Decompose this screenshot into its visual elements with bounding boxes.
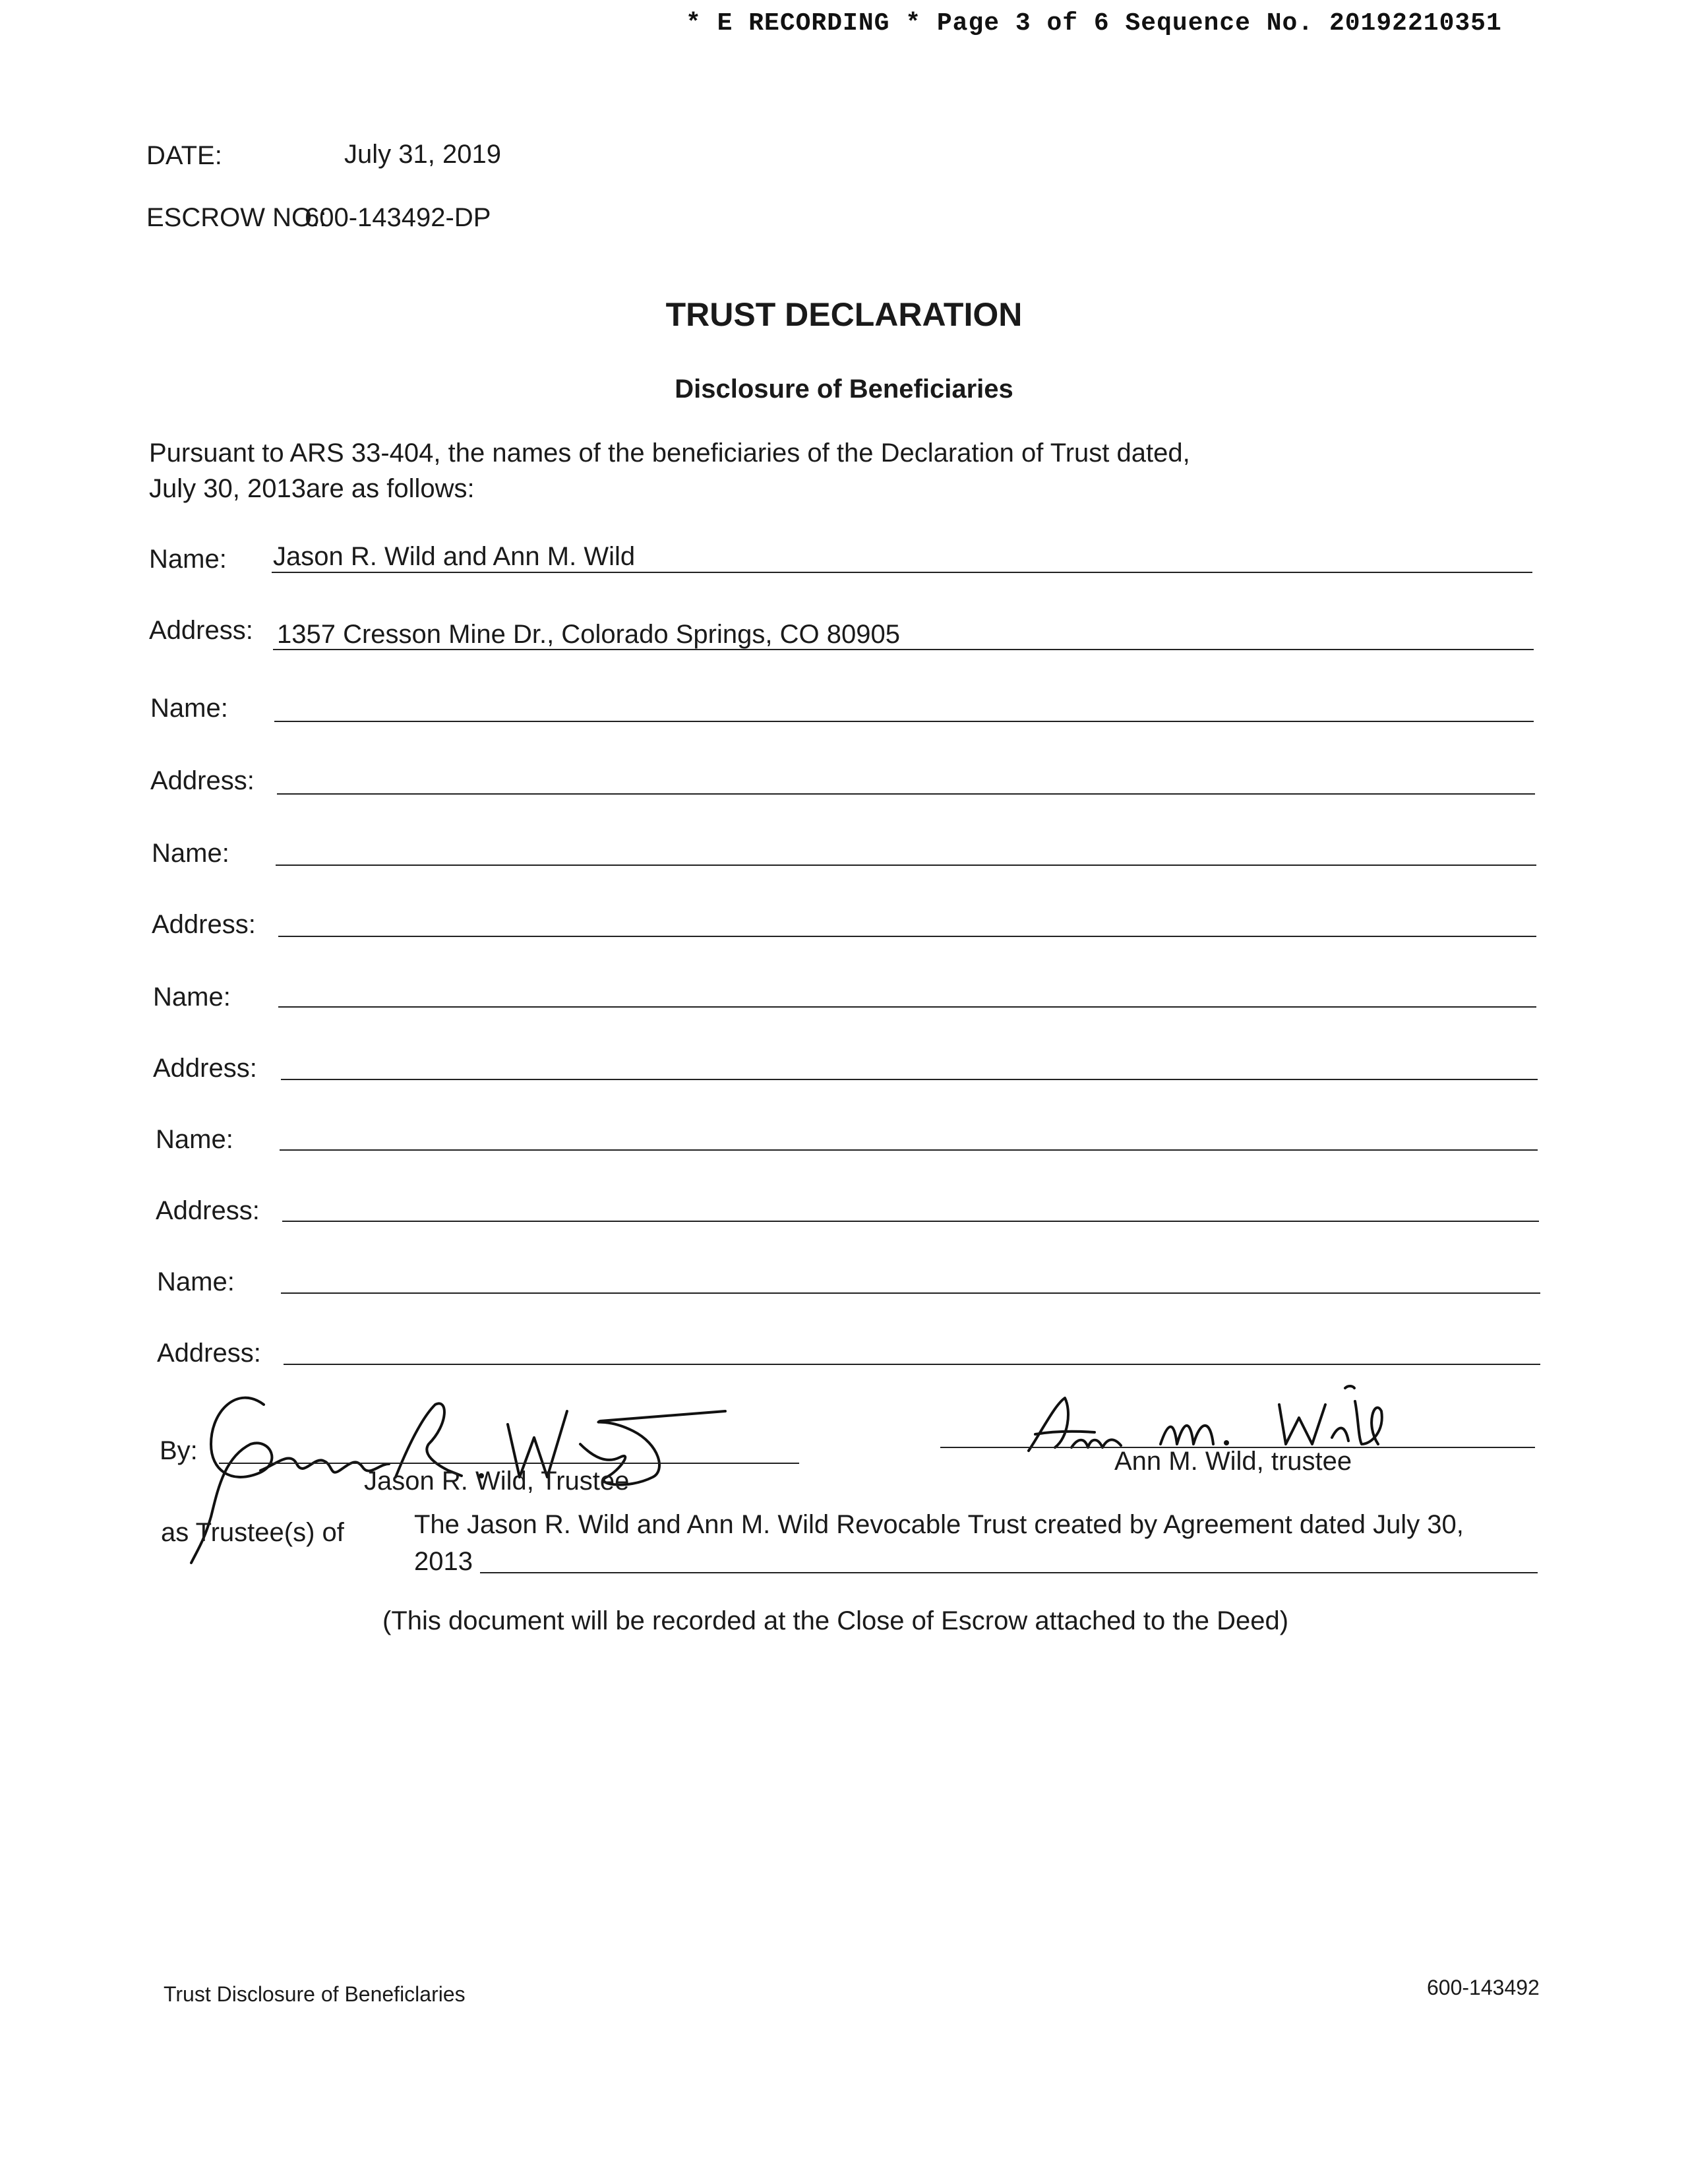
name-underline	[280, 1149, 1538, 1151]
address-label: Address:	[149, 616, 253, 645]
name-underline	[276, 864, 1536, 866]
address-label: Address:	[150, 766, 255, 795]
address-underline	[278, 936, 1536, 937]
signer-1-name: Jason R. Wild, Trustee	[364, 1467, 630, 1496]
recording-stamp: * E RECORDING * Page 3 of 6 Sequence No. 20192210351	[686, 9, 1502, 38]
address-underline	[273, 649, 1534, 650]
name-underline	[272, 572, 1532, 573]
intro-paragraph	[149, 435, 1534, 506]
signer-2-name: Ann M. Wild, trustee	[1114, 1447, 1352, 1476]
address-label: Address:	[156, 1196, 260, 1225]
address-label: Address:	[152, 910, 256, 939]
address-underline	[282, 1221, 1539, 1222]
name-label: Name:	[153, 983, 231, 1012]
by-label: By:	[160, 1436, 198, 1465]
name-label: Name:	[157, 1267, 235, 1296]
intro-line-2: July 30, 2013are as follows:	[149, 474, 475, 503]
address-label: Address:	[153, 1054, 257, 1083]
date-label: DATE:	[146, 141, 222, 170]
name-label: Name:	[152, 839, 229, 868]
name-label: Name:	[150, 694, 228, 723]
document-subtitle: Disclosure of Beneficiaries	[675, 375, 1013, 404]
trust-name-line-1: The Jason R. Wild and Ann M. Wild Revocable Trust created by Agreement dated July 30,	[414, 1510, 1464, 1539]
recording-note: (This document will be recorded at the Close of Escrow attached to the Deed)	[382, 1606, 1289, 1635]
footer-doc-number: 600-143492	[1427, 1976, 1540, 1999]
name-label: Name:	[156, 1125, 233, 1154]
name-underline	[278, 1006, 1536, 1008]
intro-line-1: Pursuant to ARS 33-404, the names of the beneficiaries of the Declaration of Trust dated,	[149, 439, 1190, 468]
name-underline	[274, 721, 1534, 722]
beneficiary-name: Jason R. Wild and Ann M. Wild	[273, 542, 636, 571]
name-label: Name:	[149, 545, 227, 574]
address-underline	[277, 793, 1535, 795]
escrow-value: 600-143492-DP	[305, 203, 491, 232]
beneficiary-address: 1357 Cresson Mine Dr., Colorado Springs, CO 80905	[277, 620, 900, 649]
name-underline	[281, 1292, 1540, 1294]
signature-line-1	[219, 1463, 799, 1464]
document-title: TRUST DECLARATION	[665, 296, 1023, 333]
trustee-of-label: as Trustee(s) of	[161, 1518, 344, 1547]
address-label: Address:	[157, 1339, 261, 1368]
footer-doc-name: Trust Disclosure of Beneficlaries	[164, 1982, 466, 2006]
trust-underline	[480, 1572, 1538, 1573]
address-underline	[281, 1079, 1538, 1080]
escrow-label: ESCROW NO.:	[146, 203, 327, 232]
trust-name-line-2: 2013	[414, 1547, 473, 1576]
date-value: July 31, 2019	[344, 140, 501, 169]
